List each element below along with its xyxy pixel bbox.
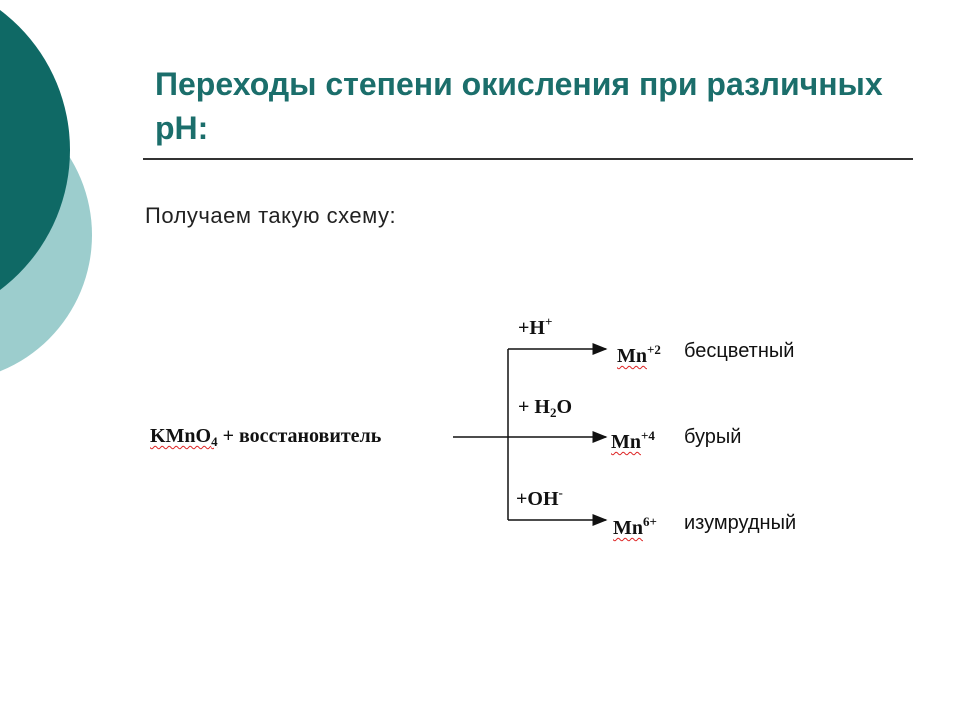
- color-emerald: изумрудный: [684, 512, 797, 534]
- product-mn6: $Mn^{6+}$: [613, 514, 657, 539]
- reactant-rest: + восстановитель: [217, 425, 382, 447]
- slide-subtitle: Получаем такую схему:: [145, 203, 397, 228]
- color-colorless: бесцветный: [684, 340, 795, 362]
- product-mn4: $Mn^{+4}$: [611, 428, 655, 453]
- condition-acid: +H+: [518, 314, 553, 339]
- reactant-label: [150, 424, 381, 454]
- condition-water: + $H_2O$: [518, 396, 573, 420]
- slide-title: Переходы степени окисления при различных pH:: [155, 66, 883, 146]
- color-brown: бурый: [684, 426, 742, 448]
- product-mn2: $Mn^{+2}$: [617, 342, 661, 367]
- reactant-formula: KMnO$_4$: [150, 425, 218, 449]
- condition-alkali: +OH-: [516, 485, 563, 510]
